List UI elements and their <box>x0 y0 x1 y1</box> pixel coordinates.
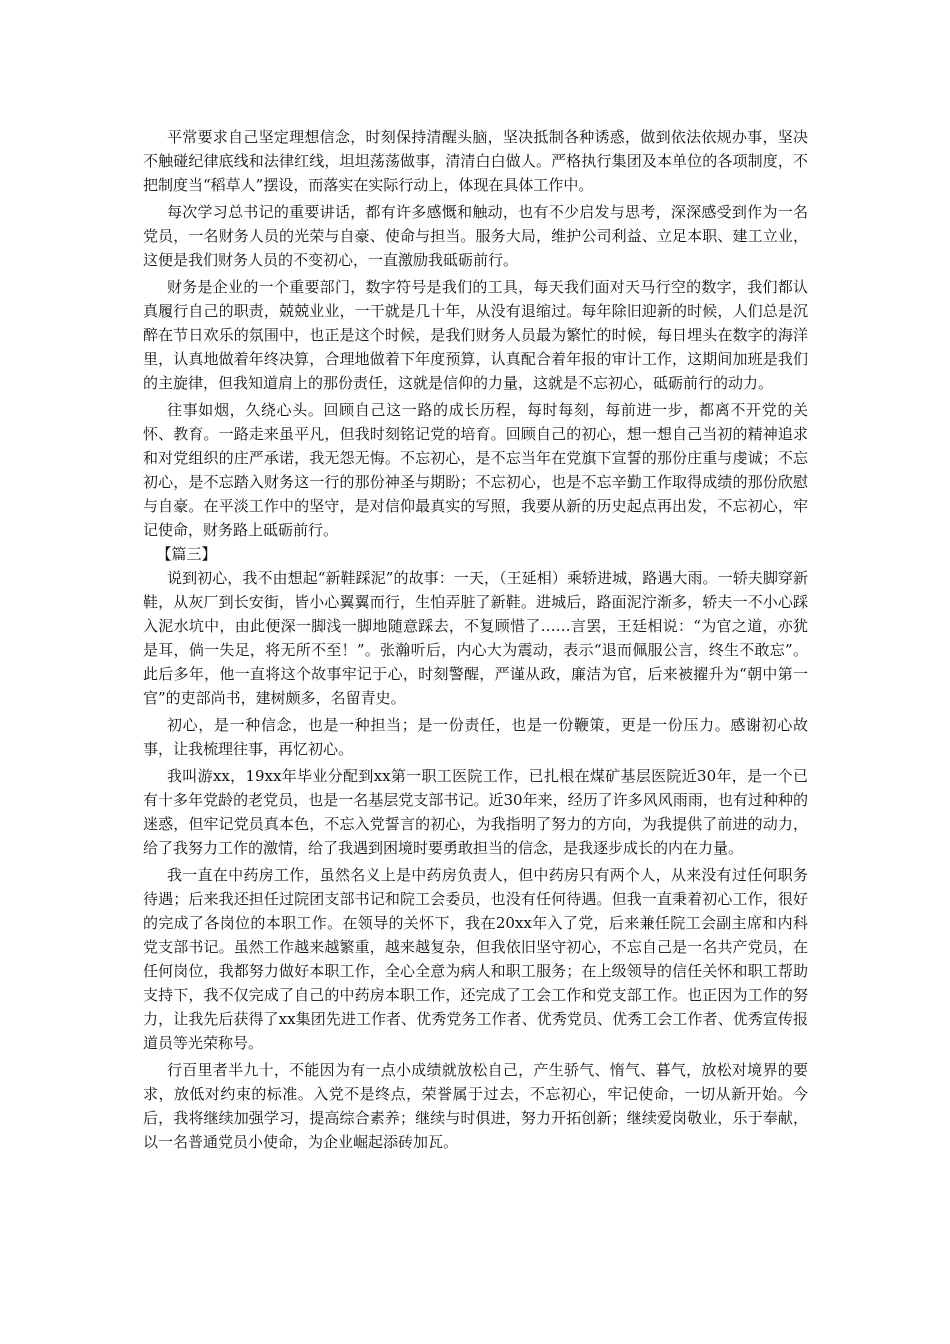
paragraph-discipline: 平常要求自己坚定理想信念，时刻保持清醒头脑，坚决抵制各种诱惑，做到依法依规办事，坚决不触碰纪律底线和法律红线，坦坦荡荡做事，清清白白做人。严格执行集团及本单位的各项制度，不把制度当“稻草人”摆设，而落实在实际行动上，体现在具体工作中。 <box>143 128 808 194</box>
paragraph-study: 每次学习总书记的重要讲话，都有许多感慨和触动，也有不少启发与思考，深深感受到作为一名党员，一名财务人员的光荣与自豪、使命与担当。服务大局，维护公司利益、立足本职、建工立业，这便是我们财务人员的不变初心，一直激励我砥砺前行。 <box>143 203 808 269</box>
paragraph-finance: 财务是企业的一个重要部门，数字符号是我们的工具，每天我们面对天马行空的数字，我们都认真履行自己的职责，兢兢业业，一干就是几十年，从没有退缩过。每年除旧迎新的时候，人们总是沉醉在节日欢乐的氛围中，也正是这个时候，是我们财务人员最为繁忙的时候，每日埋头在数字的海洋里，认真地做着年终决算，合理地做着下年度预算，认真配合着年报的审计工作，这期间加班是我们的主旋律，但我知道肩上的那份责任，这就是信仰的力量，这就是不忘初心，砥砺前行的动力。 <box>143 278 808 392</box>
paragraph-original-intention: 初心，是一种信念，也是一种担当；是一份责任，也是一份鞭策，更是一份压力。感谢初心故事，让我梳理往事，再忆初心。 <box>143 716 808 758</box>
paragraph-pharmacy-work: 我一直在中药房工作，虽然名义上是中药房负责人，但中药房只有两个人，从来没有过任何职务待遇；后来我还担任过院团支部书记和院工会委员，也没有任何待遇。但我一直秉着初心工作，很好的完成了各岗位的本职工作。在领导的关怀下，我在20xx年入了党，后来兼任院工会副主席和内科党支部书记。虽然工作越来越繁重，越来越复杂，但我依旧坚守初心，不忘自己是一名共产党员，在任何岗位，我都努力做好本职工作，全心全意为病人和职工服务；在上级领导的信任关怀和职工帮助支持下，我不仅完成了自己的中药房本职工作，还完成了工会工作和党支部工作。也正因为工作的努力，让我先后获得了xx集团先进工作者、优秀党务工作者、优秀党员、优秀工会工作者、优秀宣传报道员等光荣称号。 <box>143 866 808 1052</box>
paragraph-self-intro: 我叫游xx，19xx年毕业分配到xx第一职工医院工作，已扎根在煤矿基层医院近30年，是一个已有十多年党龄的老党员，也是一名基层党支部书记。近30年来，经历了许多风风雨雨，也有过种种的迷惑，但牢记党员真本色，不忘入党誓言的初心，为我指明了努力的方向，为我提供了前进的动力，给了我努力工作的激情，给了我遇到困境时要勇敢担当的信念，是我逐步成长的内在力量。 <box>143 767 808 857</box>
document-body <box>143 125 808 1154</box>
paragraph-story: 说到初心，我不由想起“新鞋踩泥”的故事：一天，（王延相）乘轿进城，路遇大雨。一轿夫脚穿新鞋，从灰厂到长安街，皆小心翼翼而行，生怕弄脏了新鞋。进城后，路面泥泞渐多，轿夫一不小心踩入泥水坑中，由此便深一脚浅一脚地随意踩去，不复顾惜了……言罢，王廷相说：“为官之道，亦犹是耳，倘一失足，将无所不至！”。张瀚听后，内心大为震动，表示“退而佩服公言，终生不敢忘”。此后多年，他一直将这个故事牢记于心，时刻警醒，严谨从政，廉洁为官，后来被擢升为“朝中第一官”的吏部尚书，建树颇多，名留青史。 <box>143 569 808 707</box>
paragraph-memories: 往事如烟，久绕心头。回顾自己这一路的成长历程，每时每刻，每前进一步，都离不开党的关怀、教育。一路走来虽平凡，但我时刻铭记党的培育。回顾自己的初心，想一想自己当初的精神追求和对党组织的庄严承诺，我无怨无悔。不忘初心，是不忘当年在党旗下宣誓的那份庄重与虔诚；不忘初心，是不忘踏入财务这一行的那份神圣与期盼；不忘初心，也是不忘辛勤工作取得成绩的那份欣慰与自豪。在平淡工作中的坚守，是对信仰最真实的写照，我要从新的历史起点再出发，不忘初心，牢记使命，财务路上砥砺前行。 <box>143 401 808 539</box>
section-heading: 【篇三】 <box>156 545 217 563</box>
paragraph-conclusion: 行百里者半九十，不能因为有一点小成绩就放松自己，产生骄气、惰气、暮气，放松对境界的要求，放低对约束的标准。入党不是终点，荣誉属于过去，不忘初心，牢记使命，一切从新开始。今后，我将继续加强学习，提高综合素养；继续与时俱进，努力开拓创新；继续爱岗敬业，乐于奉献，以一名普通党员小使命，为企业崛起添砖加瓦。 <box>143 1061 808 1151</box>
